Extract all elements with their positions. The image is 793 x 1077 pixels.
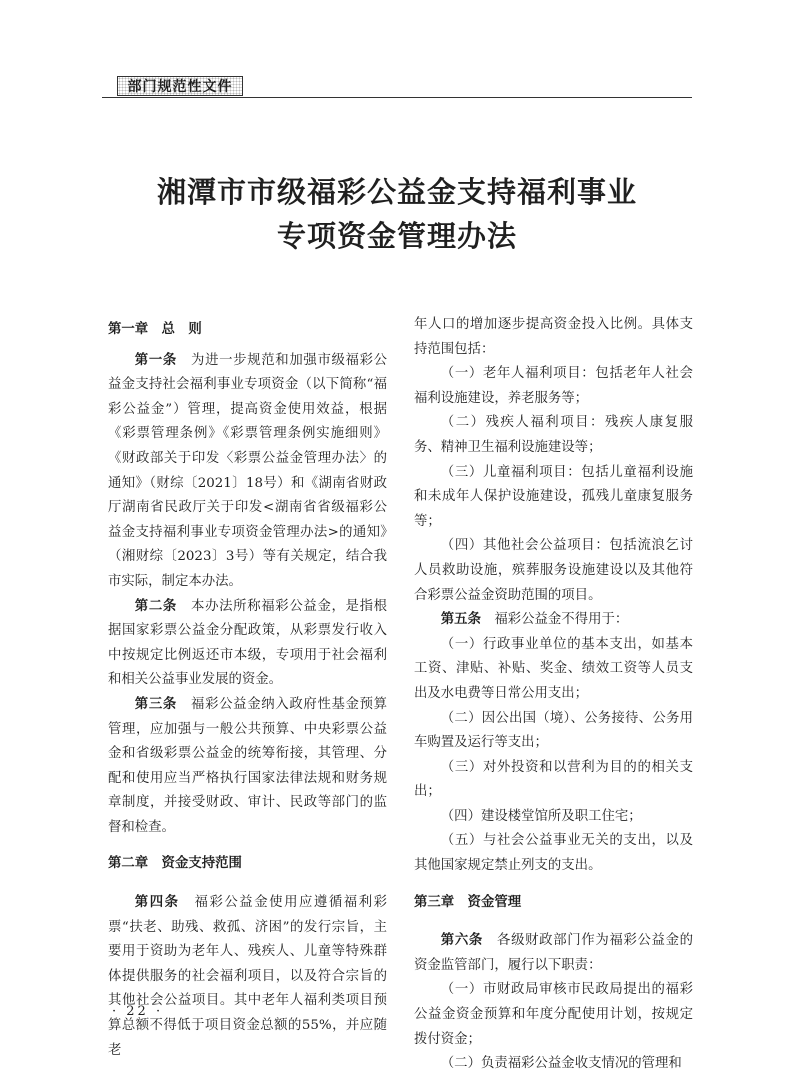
- list-item: （一）行政事业单位的基本支出，如基本工资、津贴、补贴、奖金、绩效工资等人员支出及水电费等日常公用支出；: [414, 636, 693, 701]
- article-text: 福彩公益金不得用于：: [494, 612, 629, 628]
- list-item: （四）其他社会公益项目：包括流浪乞讨人员救助设施，殡葬服务设施建设以及其他符合彩票公益金资助范围的项目。: [414, 538, 693, 603]
- article-text: 福彩公益金使用应遵循福利彩票“扶老、助残、救孤、济困”的发行宗旨，主要用于资助为老年人、残疾人、儿童等特殊群体提供服务的社会福利项目，以及符合宗旨的其他社会公益项目。其中老年人福利类项目预算总额不得低于项目资金总额的55%，并应随老: [108, 895, 388, 1058]
- chapter-heading: 第三章 资金管理: [414, 894, 522, 910]
- article-2: [108, 595, 387, 693]
- list-item: （三）儿童福利项目：包括儿童福利设施和未成年人保护设施建设，孤残儿童康复服务等；: [414, 464, 693, 529]
- article-label: 第二条: [134, 598, 177, 614]
- page-number: · 22 ·: [112, 1004, 164, 1019]
- article-label: 第三条: [134, 696, 177, 712]
- list-item: （二）残疾人福利项目：残疾人康复服务、精神卫生福利设施建设等；: [414, 415, 693, 455]
- document-title: [102, 170, 692, 258]
- article-label: 第五条: [440, 612, 481, 628]
- list-item: （一）老年人福利项目：包括老年人社会福利设施建设，养老服务等；: [414, 366, 693, 406]
- article-5: [414, 608, 693, 633]
- article-text: 福彩公益金纳入政府性基金预算管理，应加强与一般公共预算、中央彩票公益金和省级彩票公益金的统筹衔接，其管理、分配和使用应当严格执行国家法律法规和财务规章制度，并接受财政、审计、民政等部门的监督和检查。: [108, 696, 388, 835]
- list-item: （五）与社会公益事业无关的支出，以及其他国家规定禁止列支的支出。: [414, 833, 693, 874]
- right-column: [414, 313, 693, 1077]
- article-label: 第六条: [440, 933, 483, 949]
- article-text: 为进一步规范和加强市级福彩公益金支持社会福利事业专项资金（以下简称“福彩公益金”）管理，提高资金使用效益，根据《彩票管理条例》《彩票管理条例实施细则》《财政部关于印发〈彩票公益金管理办法〉的通知》（财综〔2021〕18号）和《湖南省财政厅湖南省民政厅关于印发<湖南省省级福彩公益金支持福利事业专项资金管理办法>的通知》（湘财综〔2023〕3号）等有关规定，结合我市实际，制定本办法。: [108, 352, 388, 589]
- list-item: （三）对外投资和以营利为目的的相关支出；: [414, 759, 693, 800]
- section-tag: 部门规范性文件: [117, 76, 243, 96]
- title-line-2: 专项资金管理办法: [276, 219, 517, 253]
- list-item: （二）负责福彩公益金收支情况的管理和: [440, 1056, 682, 1072]
- chapter-heading: 第一章 总 则: [108, 322, 202, 337]
- article-4: [108, 891, 387, 1063]
- header-divider: [102, 97, 692, 98]
- chapter-heading: 第二章 资金支持范围: [108, 856, 242, 872]
- article-4-continued: 年人口的增加逐步提高资金投入比例。具体支持范围包括：: [414, 317, 693, 357]
- article-3: [108, 693, 387, 841]
- article-text: 各级财政部门作为福彩公益金的资金监管部门，履行以下职责：: [414, 933, 694, 973]
- article-text: 本办法所称福彩公益金，是指根据国家彩票公益金分配政策，从彩票发行收入中按规定比例返还市本级，专项用于社会福利和相关公益事业发展的资金。: [108, 598, 388, 688]
- title-line-1: 湘潭市市级福彩公益金支持福利事业: [156, 175, 637, 209]
- list-item: （四）建设楼堂馆所及职工住宅；: [440, 808, 642, 824]
- list-item: （一）市财政局审核市民政局提出的福彩公益金资金预算和年度分配使用计划，按规定拨付资金；: [414, 982, 693, 1047]
- left-column: [108, 318, 387, 1063]
- article-label: 第一条: [134, 352, 177, 368]
- article-label: 第四条: [134, 895, 180, 911]
- list-item: （二）因公出国（境）、公务接待、公务用车购置及运行等支出；: [414, 710, 693, 751]
- article-6: [414, 929, 693, 978]
- article-1: [108, 349, 387, 595]
